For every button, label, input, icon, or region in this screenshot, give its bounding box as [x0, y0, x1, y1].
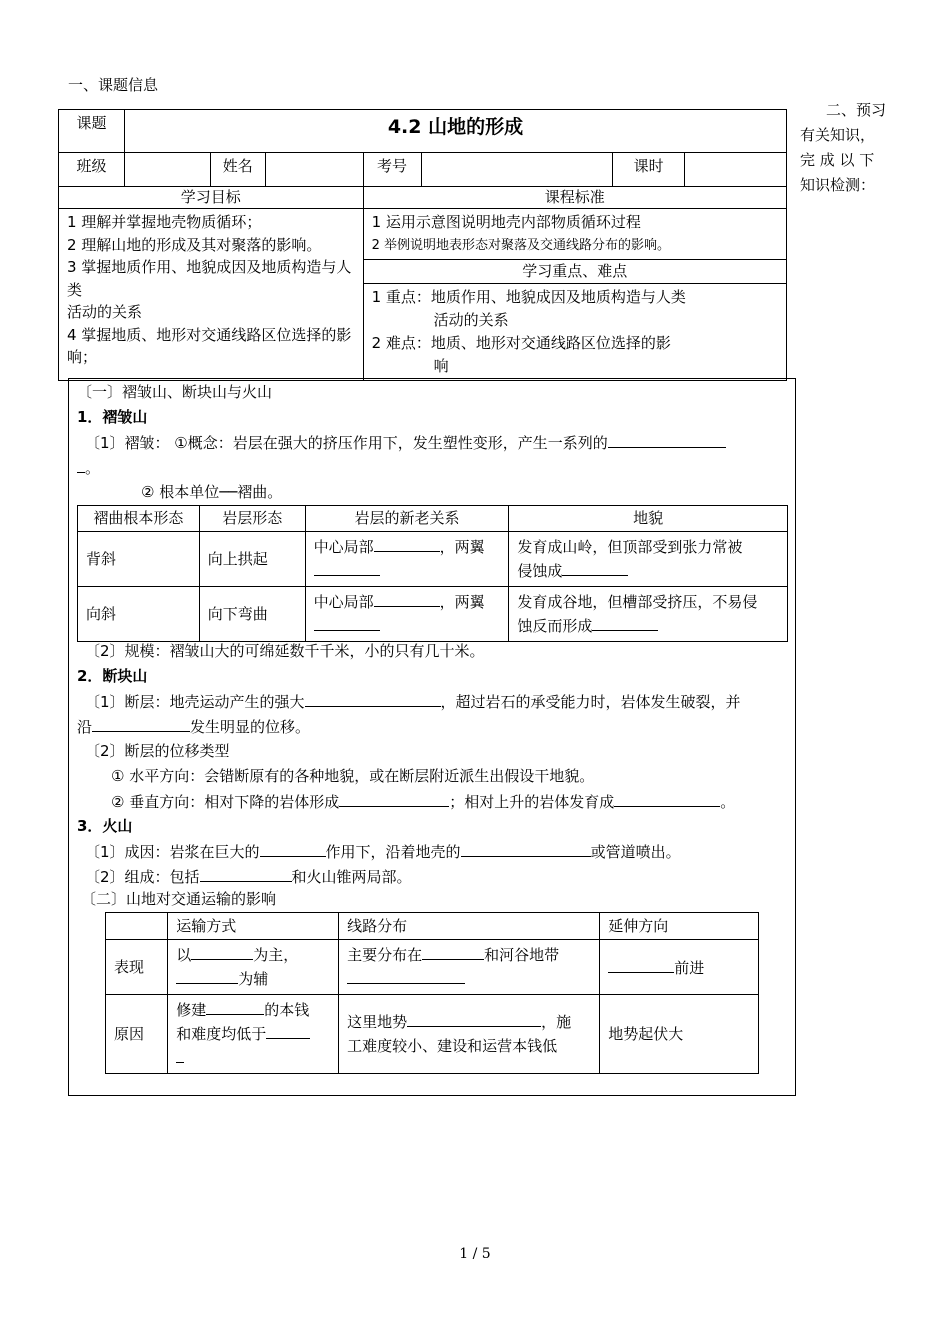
fill-blank[interactable] — [200, 865, 292, 882]
goal-item: 活动的关系 — [67, 303, 143, 321]
fill-blank[interactable] — [347, 967, 465, 984]
class-field[interactable] — [124, 153, 210, 187]
fold-table — [77, 505, 788, 642]
traffic-mode — [168, 940, 339, 995]
key-item: 2 难点：地质、地形对交通线路区位选择的影 — [371, 334, 671, 352]
fold-shape: 向下弯曲 — [199, 587, 305, 642]
fold-table-header: 地貌 — [509, 506, 788, 532]
volcano-text: 或管道喷出。 — [590, 843, 681, 861]
fold-table-header: 岩层的新老关系 — [305, 506, 509, 532]
fault-horizontal: ① 水平方向：会错断原有的各种地貌，或在断层附近派生出假设干地貌。 — [111, 767, 595, 785]
fault-vertical — [111, 790, 735, 813]
fold-title: 1．褶皱山 — [77, 408, 148, 426]
fold-scale: 〔2〕规模：褶皱山大的可绵延数千千米，小的只有几十米。 — [85, 642, 485, 660]
traffic-table-header: 延伸方向 — [600, 913, 759, 940]
fold-concept-period: 。 — [85, 459, 101, 477]
fill-blank[interactable] — [422, 943, 484, 960]
fill-blank[interactable] — [562, 559, 628, 576]
part2-title: 〔二〕山地对交通运输的影响 — [81, 890, 277, 908]
key-header: 学习重点、难点 — [363, 260, 786, 284]
section-heading: 一、课题信息 — [68, 76, 159, 94]
table-row — [78, 587, 788, 642]
fill-blank[interactable] — [314, 559, 380, 576]
age-text: ，两翼 — [439, 538, 485, 556]
fault-text: ② 垂直方向：相对下降的岩体形成 — [111, 793, 340, 811]
mode-text: 为辅 — [238, 970, 269, 988]
fill-blank[interactable] — [176, 967, 238, 984]
fold-table-header: 褶曲根本形态 — [78, 506, 200, 532]
fold-unit: ② 根本单位──褶曲。 — [141, 483, 283, 501]
fill-blank[interactable] — [206, 998, 264, 1015]
fold-concept — [85, 431, 726, 454]
route-text: 工难度较小、建设和运营本钱低 — [347, 1037, 558, 1055]
name-label: 姓名 — [210, 153, 265, 187]
fold-concept-end — [77, 456, 100, 479]
fill-blank[interactable] — [77, 456, 85, 473]
fold-concept-text: 〔1〕褶皱： ①概念：岩层在强大的挤压作用下，发生塑性变形，产生一系列的 — [85, 434, 608, 452]
goal-item: 1 理解并掌握地壳物质循环； — [67, 213, 262, 231]
age-text: 中心局部 — [313, 538, 374, 556]
fill-blank[interactable] — [374, 535, 440, 552]
fold-landform — [509, 587, 788, 642]
landform-text: 发育成谷地，但槽部受挤压，不易侵 — [517, 593, 758, 611]
goal-item: 3 掌握地质作用、地貌成因及地质构造与人类 — [67, 258, 352, 299]
topic-label: 课题 — [59, 110, 125, 153]
traffic-direction — [600, 940, 759, 995]
fold-table-header: 岩层形态 — [199, 506, 305, 532]
content-box — [68, 378, 796, 1096]
fault-text: 。 — [720, 793, 736, 811]
period-label: 课时 — [613, 153, 685, 187]
standard-cell — [363, 209, 786, 260]
volcano-text: 作用下，沿着地壳的 — [325, 843, 461, 861]
traffic-row-label: 表现 — [106, 940, 168, 995]
fold-landform — [509, 532, 788, 587]
volcano-text: 和火山锥两局部。 — [291, 868, 412, 886]
fill-blank[interactable] — [314, 614, 380, 631]
fill-blank[interactable] — [407, 1010, 541, 1027]
mode-text: 以 — [176, 946, 192, 964]
traffic-table-header: 运输方式 — [168, 913, 339, 940]
page-number: 1 / 5 — [459, 1246, 491, 1262]
fill-blank[interactable] — [176, 1046, 184, 1063]
fill-blank[interactable] — [305, 690, 441, 707]
fill-blank[interactable] — [592, 614, 658, 631]
mode-text: 修建 — [176, 1001, 207, 1019]
standard-item: 1 运用示意图说明地壳内部物质循环过程 — [371, 213, 641, 231]
period-field[interactable] — [685, 153, 787, 187]
fault-types: 〔2〕断层的位移类型 — [85, 742, 230, 760]
goals-header: 学习目标 — [59, 187, 364, 209]
fault-text: 〔1〕断层：地壳运动产生的强大 — [85, 693, 305, 711]
traffic-table-header: 线路分布 — [339, 913, 600, 940]
side-note-line: 二、预习 — [825, 101, 886, 119]
traffic-mode — [168, 995, 339, 1074]
age-text: 中心局部 — [313, 593, 374, 611]
key-item: 响 — [433, 357, 449, 375]
traffic-table-header — [106, 913, 168, 940]
exam-no-field[interactable] — [421, 153, 613, 187]
info-table — [58, 109, 787, 381]
traffic-table — [105, 912, 759, 1074]
goal-item: 2 理解山地的形成及其对聚落的影响。 — [67, 235, 322, 254]
fold-age — [305, 587, 509, 642]
fill-blank[interactable] — [374, 590, 440, 607]
goal-item: 4 掌握地质、地形对交通线路区位选择的影 — [67, 325, 352, 344]
fold-age — [305, 532, 509, 587]
route-text: 和河谷地带 — [484, 946, 560, 964]
volcano-parts — [85, 865, 412, 888]
key-item: 1 重点：地质作用、地貌成因及地质构造与人类 — [371, 288, 686, 306]
side-note-line: 知识检测： — [800, 176, 876, 194]
class-label: 班级 — [59, 153, 125, 187]
traffic-route — [339, 995, 600, 1074]
route-text: 这里地势 — [347, 1013, 408, 1031]
fold-form: 向斜 — [78, 587, 200, 642]
side-note — [800, 98, 886, 198]
landform-text: 侵蚀成 — [517, 562, 563, 580]
fill-blank[interactable] — [266, 1022, 310, 1039]
fill-blank[interactable] — [461, 840, 591, 857]
fill-blank[interactable] — [608, 956, 674, 973]
fill-blank[interactable] — [608, 431, 726, 448]
mode-text: 为主， — [253, 946, 299, 964]
mode-text: 和难度均低于 — [176, 1025, 267, 1043]
fill-blank[interactable] — [339, 790, 449, 807]
fault-text: ，超过岩石的承受能力时，岩体发生破裂，并 — [440, 693, 741, 711]
fill-blank[interactable] — [260, 840, 326, 857]
key-cell — [363, 284, 786, 381]
topic-title: 4.2 山地的形成 — [124, 110, 786, 153]
traffic-row-label: 原因 — [106, 995, 168, 1074]
landform-text: 发育成山岭，但顶部受到张力常被 — [517, 538, 743, 556]
volcano-title: 3．火山 — [77, 817, 133, 835]
fold-shape: 向上拱起 — [199, 532, 305, 587]
standard-header: 课程标准 — [363, 187, 786, 209]
traffic-direction: 地势起伏大 — [600, 995, 759, 1074]
volcano-text: 〔2〕组成：包括 — [85, 868, 200, 886]
key-item: 活动的关系 — [433, 311, 509, 329]
table-row — [78, 532, 788, 587]
fault-text: ；相对上升的岩体发育成 — [449, 793, 615, 811]
volcano-cause — [85, 840, 681, 863]
fault-text: 沿 — [77, 718, 93, 736]
part1-title: 〔一〕褶皱山、断块山与火山 — [77, 383, 273, 401]
side-note-line: 有关知识， — [800, 126, 876, 144]
fault-title: 2．断块山 — [77, 667, 148, 685]
fill-blank[interactable] — [92, 715, 190, 732]
exam-no-label: 考号 — [363, 153, 421, 187]
traffic-route — [339, 940, 600, 995]
route-text: ，施 — [541, 1013, 572, 1031]
volcano-text: 〔1〕成因：岩浆在巨大的 — [85, 843, 260, 861]
fill-blank[interactable] — [191, 943, 253, 960]
fault-text: 发生明显的位移。 — [190, 718, 311, 736]
name-field[interactable] — [265, 153, 363, 187]
direction-text: 前进 — [674, 958, 705, 977]
fill-blank[interactable] — [614, 790, 720, 807]
mode-text: 的本钱 — [264, 1001, 310, 1019]
route-text: 主要分布在 — [347, 946, 423, 964]
table-row — [106, 940, 759, 995]
age-text: ，两翼 — [439, 593, 485, 611]
side-note-line: 完 成 以 下 — [800, 151, 875, 169]
table-row — [106, 995, 759, 1074]
fault-def — [85, 690, 741, 713]
goals-cell — [59, 209, 364, 381]
fault-def-cont — [77, 715, 310, 738]
fold-form: 背斜 — [78, 532, 200, 587]
landform-text: 蚀反而形成 — [517, 617, 593, 635]
goal-item: 响； — [67, 348, 98, 366]
standard-item: 2 举例说明地表形态对聚落及交通线路分布的影响。 — [371, 238, 670, 253]
